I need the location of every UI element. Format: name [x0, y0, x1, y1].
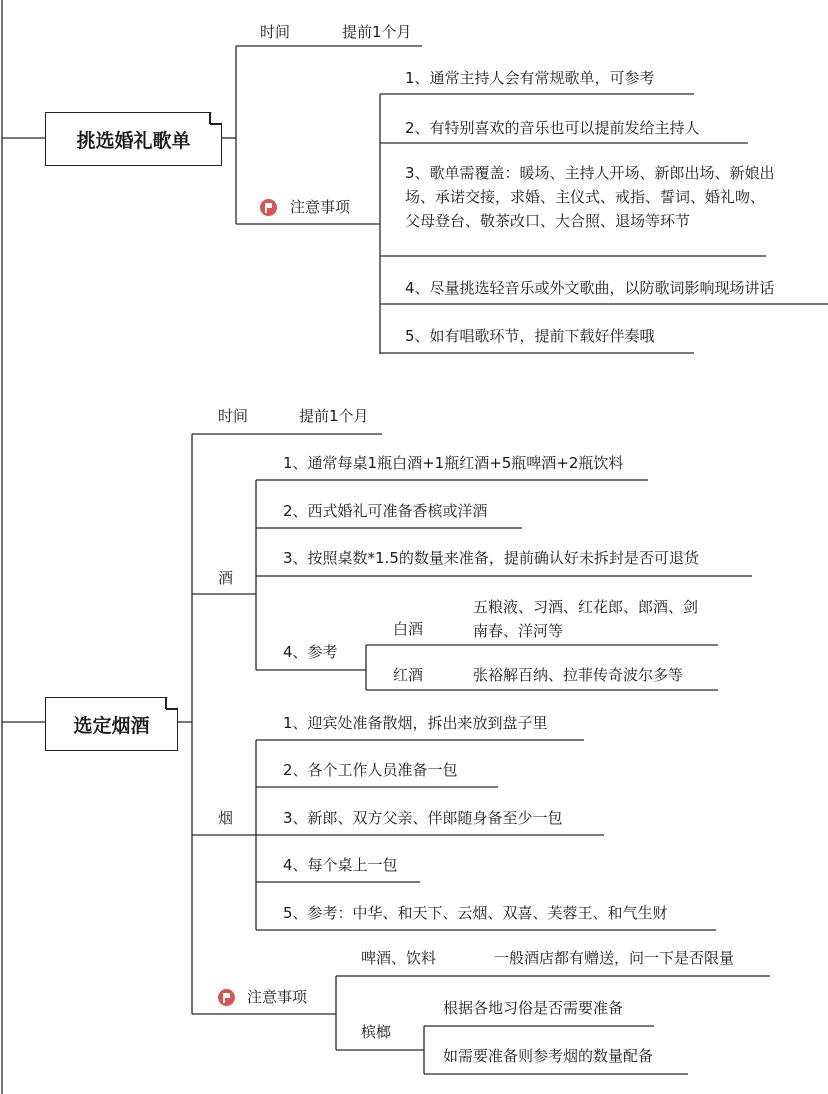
smoke-item-2: 2、各个工作人员准备一包 — [283, 761, 458, 779]
beer-label: 啤酒、饮料 — [361, 949, 437, 967]
time-label: 时间 — [218, 407, 249, 425]
note-item-1: 1、通常主持人会有常规歌单，可参考 — [405, 69, 655, 87]
smoke-label: 烟 — [218, 809, 234, 827]
note-item-3: 3、歌单需覆盖：暖场、主持人开场、新郎出场、新娘出场、承诺交接，求婚、主仪式、戒指、誓词、婚礼吻、父母登台、敬茶改口、大合照、退场等环节 — [405, 164, 775, 230]
notes-label: 注意事项 — [247, 988, 308, 1006]
betel-item-2: 如需要准备则参考烟的数量配备 — [443, 1047, 654, 1065]
topic-tobacco-wine[interactable] — [45, 697, 178, 751]
wine-item-3: 3、按照桌数*1.5的数量来准备，提前确认好未拆封是否可退货 — [283, 549, 699, 567]
smoke-item-5: 5、参考：中华、和天下、云烟、双喜、芙蓉王、和气生财 — [283, 904, 668, 922]
note-item-4: 4、尽量挑选轻音乐或外文歌曲，以防歌词影响现场讲话 — [405, 279, 775, 297]
flag-icon — [260, 199, 277, 216]
smoke-item-3: 3、新郎、双方父亲、伴郎随身备至少一包 — [283, 809, 563, 827]
topic-title: 选定烟酒 — [73, 714, 150, 737]
topic-wedding-playlist[interactable] — [45, 112, 222, 166]
smoke-item-4: 4、每个桌上一包 — [283, 856, 398, 874]
betel-label: 槟榔 — [361, 1023, 392, 1041]
hongjiu-label: 红酒 — [393, 666, 424, 684]
time-value: 提前1个月 — [342, 23, 412, 41]
wine-ref-label: 4、参考 — [283, 643, 338, 661]
notes-label: 注意事项 — [290, 198, 351, 216]
baijiu-value: 五粮液、习酒、红花郎、郎酒、剑南春、洋河等 — [473, 598, 699, 640]
betel-item-1: 根据各地习俗是否需要准备 — [443, 999, 624, 1017]
note-item-2: 2、有特别喜欢的音乐也可以提前发给主持人 — [405, 119, 700, 137]
smoke-item-1: 1、迎宾处准备散烟，拆出来放到盘子里 — [283, 714, 548, 732]
hongjiu-value: 张裕解百纳、拉菲传奇波尔多等 — [473, 666, 684, 684]
wine-item-2: 2、西式婚礼可准备香槟或洋酒 — [283, 502, 488, 520]
flag-icon — [218, 989, 235, 1006]
topic-title: 挑选婚礼歌单 — [76, 129, 191, 152]
wine-label: 酒 — [218, 569, 234, 587]
wine-item-1: 1、通常每桌1瓶白酒+1瓶红酒+5瓶啤酒+2瓶饮料 — [283, 454, 624, 472]
beer-value: 一般酒店都有赠送，问一下是否限量 — [494, 949, 735, 967]
baijiu-label: 白酒 — [393, 620, 424, 638]
time-label: 时间 — [260, 23, 291, 41]
note-item-5: 5、如有唱歌环节，提前下载好伴奏哦 — [405, 327, 655, 345]
time-value: 提前1个月 — [299, 407, 369, 425]
